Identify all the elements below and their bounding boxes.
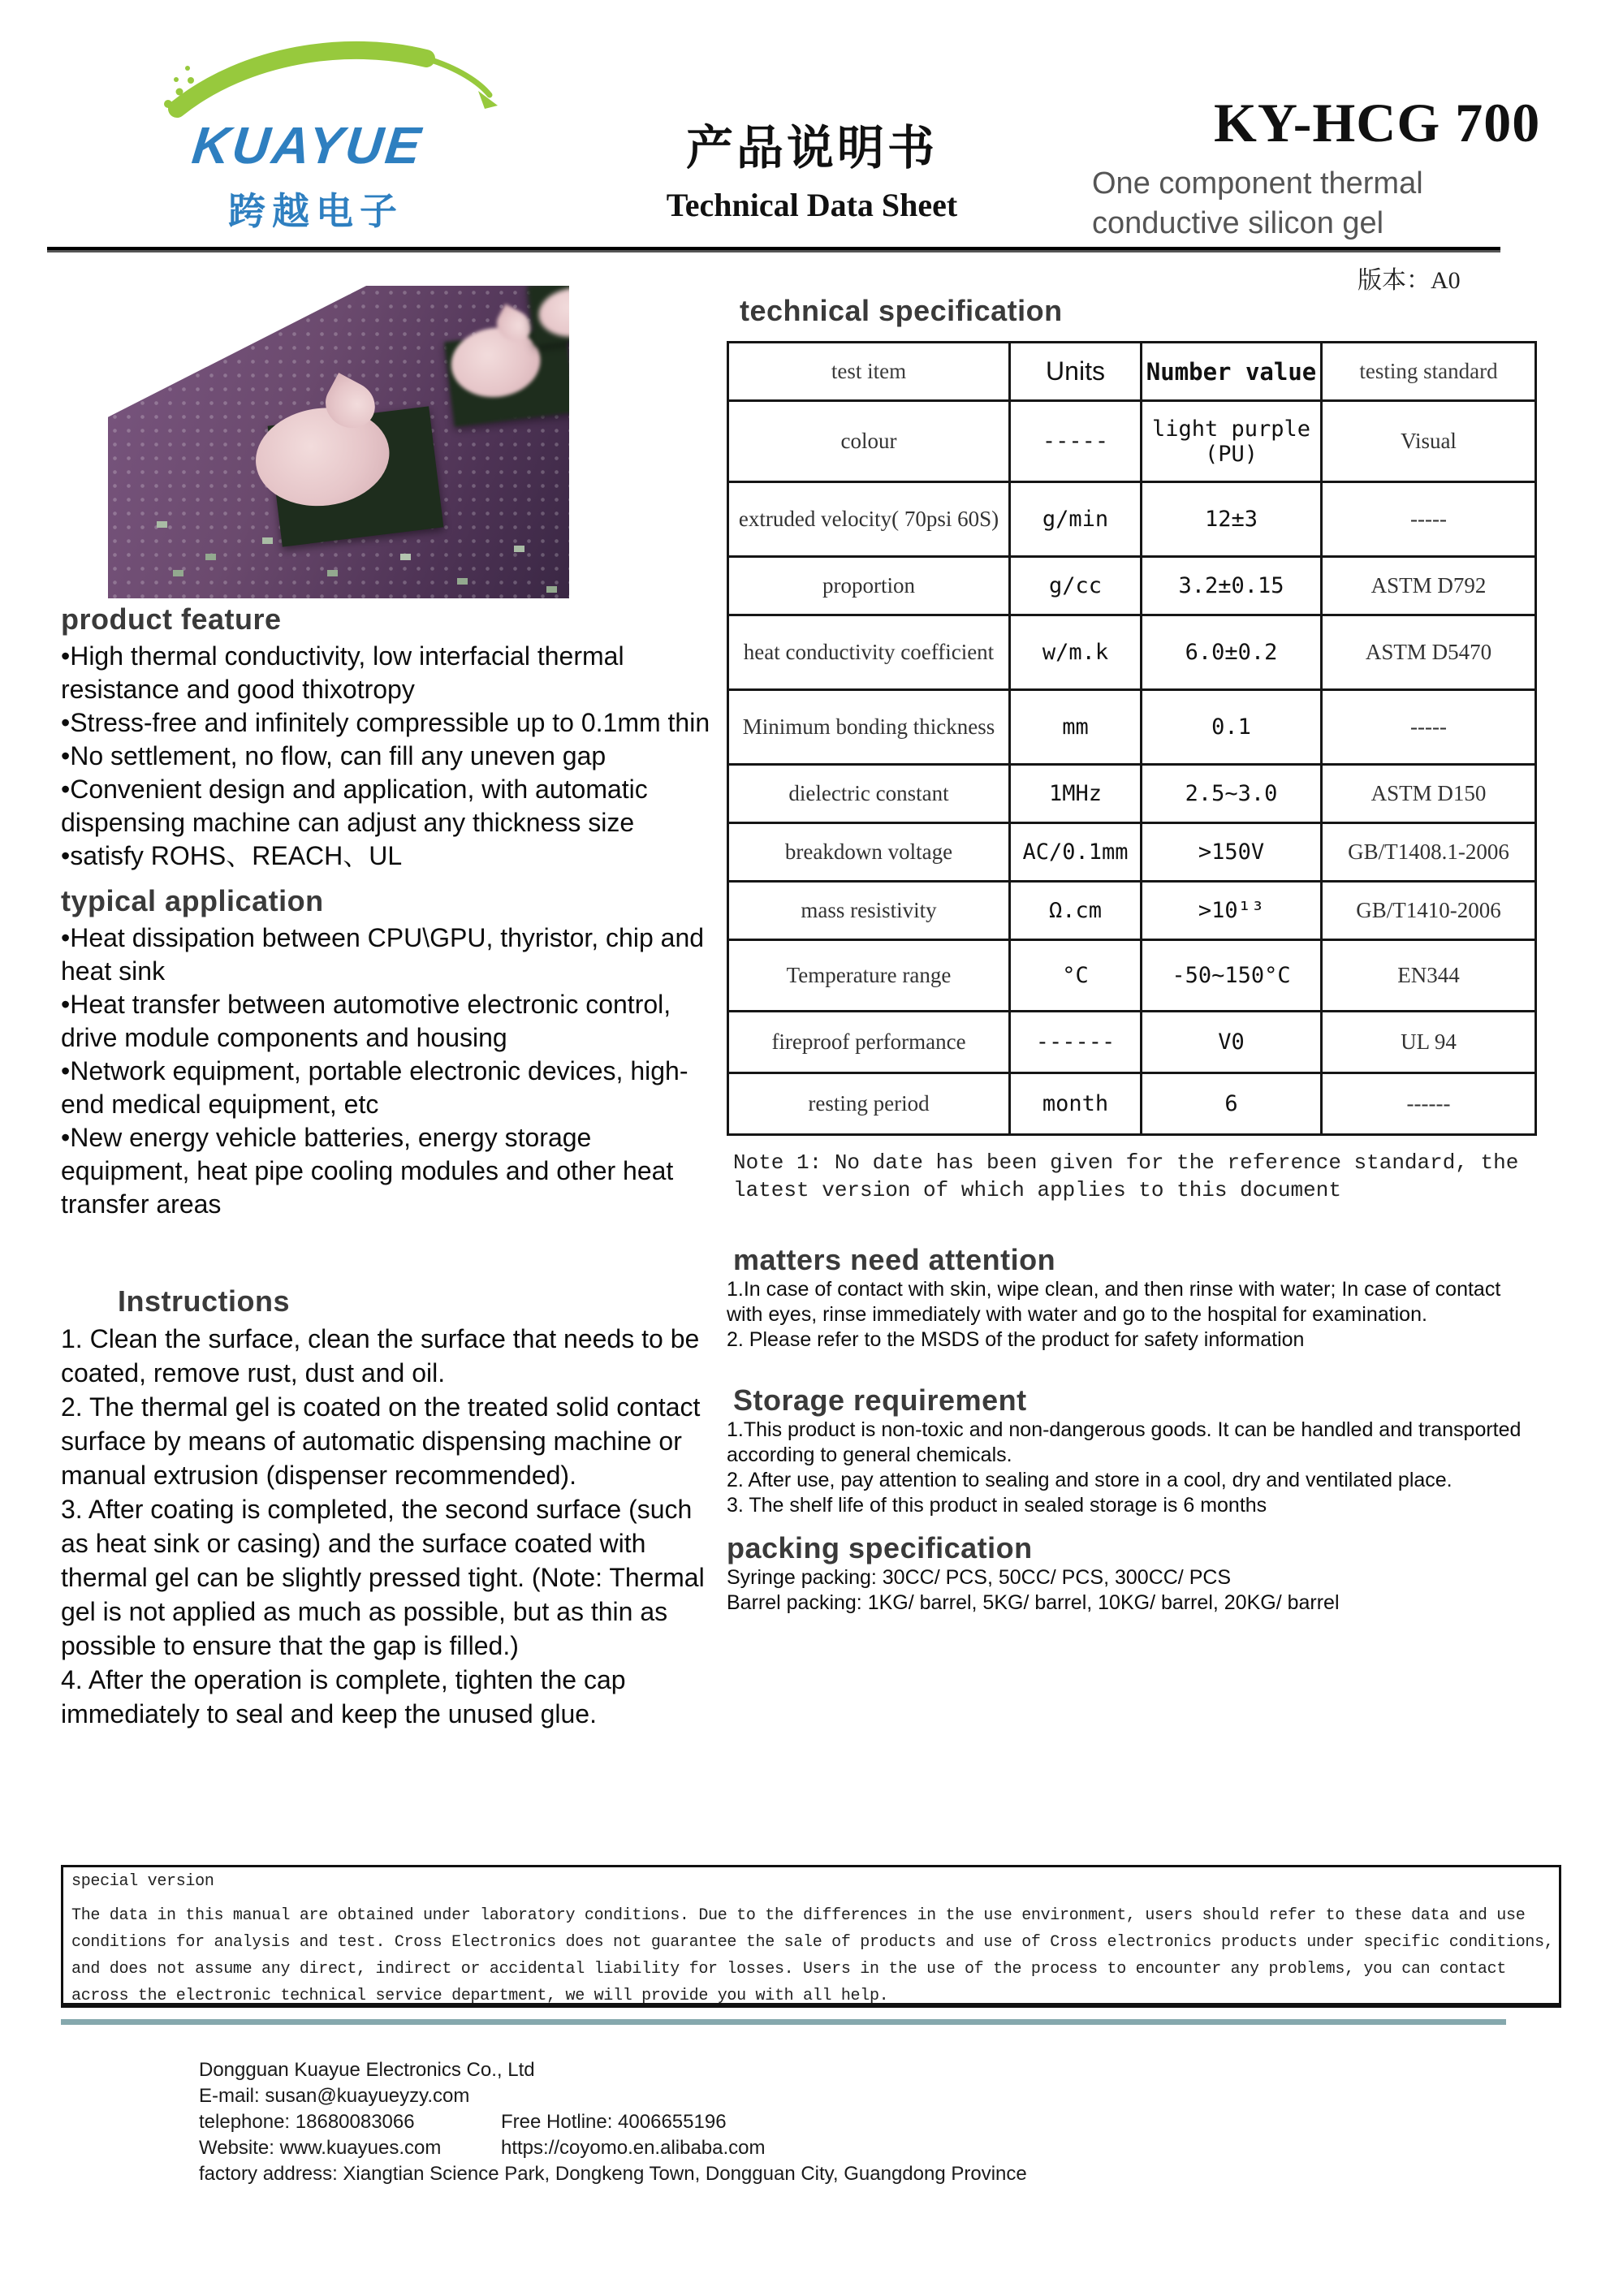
product-code: KY-HCG 700	[1214, 92, 1541, 153]
cell-units: AC/0.1mm	[1010, 823, 1142, 882]
email-line: E-mail: susan@kuayueyzy.com	[199, 2085, 470, 2107]
cell-value: >150V	[1142, 823, 1322, 882]
cell-test-item: Minimum bonding thickness	[728, 690, 1010, 765]
cell-standard: UL 94	[1322, 1012, 1536, 1073]
brand-name-chinese: 跨越电子	[228, 190, 404, 232]
instruction-step: 1. Clean the surface, clean the surface that needs to be coated, remove rust, dust and oil.	[61, 1324, 700, 1388]
cell-units: g/min	[1010, 482, 1142, 557]
cell-test-item: mass resistivity	[728, 882, 1010, 940]
chip	[527, 286, 569, 346]
product-photo	[108, 286, 569, 598]
disclaimer-line: across the electronic technical service department, we will provide you with all help.	[71, 1987, 889, 2005]
table-row	[728, 690, 1536, 765]
factory-address: factory address: Xiangtian Science Park, Dongkeng Town, Dongguan City, Guangdong Province	[199, 2163, 1027, 2185]
cell-units: g/cc	[1010, 557, 1142, 615]
cell-test-item: heat conductivity coefficient	[728, 615, 1010, 690]
cell-standard: ASTM D5470	[1322, 615, 1536, 690]
list-item: •Heat dissipation between CPU\GPU, thyristor, chip and heat sink	[61, 923, 705, 986]
list-item: •No settlement, no flow, can fill any uneven gap	[61, 741, 606, 770]
cell-standard: ASTM D150	[1322, 765, 1536, 823]
cell-units: month	[1010, 1073, 1142, 1135]
disclaimer-line: The data in this manual are obtained under laboratory conditions. Due to the differences in the use environment, users should refer to these data and use	[71, 1906, 1526, 1925]
table-row	[728, 765, 1536, 823]
left-column	[61, 601, 720, 1731]
cell-value: 12±3	[1142, 482, 1322, 557]
cell-units: Ω.cm	[1010, 882, 1142, 940]
packing-line: Syringe packing: 30CC/ PCS, 50CC/ PCS, 300CC/ PCS	[727, 1566, 1232, 1589]
table-note: Note 1: No date has been given for the reference standard, the latest version of which applies to this document	[733, 1150, 1519, 1202]
list-item: •New energy vehicle batteries, energy storage equipment, heat pipe cooling modules and other heat transfer areas	[61, 1123, 674, 1219]
spec-table	[727, 341, 1537, 1136]
cell-test-item: Temperature range	[728, 940, 1010, 1012]
thermal-gel-blob	[536, 286, 569, 341]
storage-requirement-title: Storage requirement	[733, 1383, 1027, 1417]
phone-line	[199, 2109, 1027, 2135]
col-header-units: Units	[1010, 343, 1142, 401]
attention-item: 2. Please refer to the MSDS of the product for safety information	[727, 1328, 1305, 1351]
list-item: •Stress-free and infinitely compressible up to 0.1mm thin	[61, 708, 710, 737]
disclaimer-line: and does not assume any direct, indirect or accidental liability for losses. Users in the use of the process to encounter any problems, you can contact	[71, 1960, 1506, 1979]
table-header-row	[728, 343, 1536, 401]
cell-units: mm	[1010, 690, 1142, 765]
cell-standard: ASTM D792	[1322, 557, 1536, 615]
cell-value: -50~150°C	[1142, 940, 1322, 1012]
product-feature-title: product feature	[61, 602, 282, 636]
version-label: 版本：A0	[1358, 267, 1461, 294]
table-row	[728, 557, 1536, 615]
cell-units: -----	[1010, 401, 1142, 482]
storage-item: 2. After use, pay attention to sealing and store in a cool, dry and ventilated place.	[727, 1469, 1452, 1491]
cell-standard: EN344	[1322, 940, 1536, 1012]
list-item: •High thermal conductivity, low interfacial thermal resistance and good thixotropy	[61, 641, 624, 704]
table-row	[728, 401, 1536, 482]
footer-contact-block	[199, 2057, 1027, 2187]
doc-title-english: Technical Data Sheet	[666, 187, 958, 223]
company-name: Dongguan Kuayue Electronics Co., Ltd	[199, 2059, 535, 2081]
cell-standard: GB/T1410-2006	[1322, 882, 1536, 940]
packing-line: Barrel packing: 1KG/ barrel, 5KG/ barrel, 10KG/ barrel, 20KG/ barrel	[727, 1591, 1340, 1614]
cell-test-item: extruded velocity( 70psi 60S)	[728, 482, 1010, 557]
free-hotline: Free Hotline: 4006655196	[501, 2111, 727, 2133]
cell-value: >10¹³	[1142, 882, 1322, 940]
cell-units: ------	[1010, 1012, 1142, 1073]
website: Website: www.kuayues.com	[199, 2137, 442, 2159]
table-row	[728, 882, 1536, 940]
thermal-gel-blob	[447, 323, 545, 403]
list-item: •Heat transfer between automotive electronic control, drive module components and housing	[61, 990, 671, 1052]
matters-need-attention-title: matters need attention	[733, 1243, 1056, 1276]
disclaimer-box	[61, 1865, 1561, 2008]
cell-value: V0	[1142, 1012, 1322, 1073]
telephone: telephone: 18680083066	[199, 2111, 415, 2133]
disclaimer-line: conditions for analysis and test. Cross Electronics does not guarantee the sale of products and use of Cross electronics products under specific conditions,	[71, 1933, 1554, 1952]
instruction-step: 4. After the operation is complete, tighten the cap immediately to seal and keep the unused glue.	[61, 1665, 626, 1728]
cell-standard: -----	[1322, 482, 1536, 557]
cell-standard: GB/T1408.1-2006	[1322, 823, 1536, 882]
cell-value: 6.0±0.2	[1142, 615, 1322, 690]
company-logo	[150, 34, 532, 237]
brand-wordmark: KUAYUE	[189, 116, 426, 175]
cell-units: w/m.k	[1010, 615, 1142, 690]
website-line	[199, 2135, 1027, 2161]
instructions-title: Instructions	[118, 1284, 291, 1318]
chip	[268, 406, 444, 546]
col-header-number-value: Number value	[1142, 343, 1322, 401]
col-header-test-item: test item	[728, 343, 1010, 401]
table-row	[728, 615, 1536, 690]
cell-units: °C	[1010, 940, 1142, 1012]
right-column	[727, 294, 1539, 1616]
cell-test-item: resting period	[728, 1073, 1010, 1135]
typical-application-title: typical application	[61, 884, 324, 917]
storage-item: 3. The shelf life of this product in sealed storage is 6 months	[727, 1494, 1267, 1517]
instruction-step: 2. The thermal gel is coated on the treated solid contact surface by means of automatic dispensing machine or manual extrusion (dispenser recommended).	[61, 1392, 701, 1490]
list-item: •Network equipment, portable electronic devices, high-end medical equipment, etc	[61, 1056, 688, 1119]
cell-value: light purple (PU)	[1142, 401, 1322, 482]
footer-divider-bar	[61, 2019, 1506, 2025]
packing-specification-title: packing specification	[727, 1531, 1033, 1564]
table-row	[728, 1073, 1536, 1135]
attention-item: 1.In case of contact with skin, wipe clean, and then rinse with water; In case of contact with eyes, rinse immediately with water and go to the hospital for examination.	[727, 1278, 1501, 1326]
cell-standard: -----	[1322, 690, 1536, 765]
cell-units: 1MHz	[1010, 765, 1142, 823]
thermal-gel-blob	[250, 400, 395, 513]
pcb-board	[108, 286, 569, 598]
table-row	[728, 1012, 1536, 1073]
cell-value: 2.5~3.0	[1142, 765, 1322, 823]
website-url: https://coyomo.en.alibaba.com	[501, 2137, 766, 2159]
table-row	[728, 940, 1536, 1012]
cell-standard: ------	[1322, 1073, 1536, 1135]
product-description: One component thermal conductive silicon gel	[1092, 166, 1423, 240]
list-item: •Convenient design and application, with automatic dispensing machine can adjust any thickness size	[61, 775, 648, 837]
cell-value: 3.2±0.15	[1142, 557, 1322, 615]
instruction-step: 3. After coating is completed, the second surface (such as heat sink or casing) and the surface coated with thermal gel can be slightly pressed tight. (Note: Thermal gel is not applied as much as possible, but as thin as possible to ensure that the gap is filled.)	[61, 1495, 705, 1660]
disclaimer-label: special version	[71, 1872, 214, 1891]
cell-test-item: fireproof performance	[728, 1012, 1010, 1073]
col-header-testing-standard: testing standard	[1322, 343, 1536, 401]
doc-title-chinese: 产品说明书	[685, 122, 938, 175]
cell-test-item: proportion	[728, 557, 1010, 615]
table-row	[728, 823, 1536, 882]
document-title	[581, 110, 1043, 224]
cell-test-item: breakdown voltage	[728, 823, 1010, 882]
list-item: •satisfy ROHS、REACH、UL	[61, 841, 403, 870]
storage-item: 1.This product is non-toxic and non-dangerous goods. It can be handled and transported according to general chemicals.	[727, 1418, 1522, 1466]
header-divider	[47, 247, 1500, 252]
pcb-pads	[157, 521, 167, 528]
table-row	[728, 482, 1536, 557]
cell-value: 0.1	[1142, 690, 1322, 765]
cell-test-item: dielectric constant	[728, 765, 1010, 823]
cell-value: 6	[1142, 1073, 1322, 1135]
technical-specification-title: technical specification	[740, 294, 1063, 327]
cell-test-item: colour	[728, 401, 1010, 482]
cell-standard: Visual	[1322, 401, 1536, 482]
